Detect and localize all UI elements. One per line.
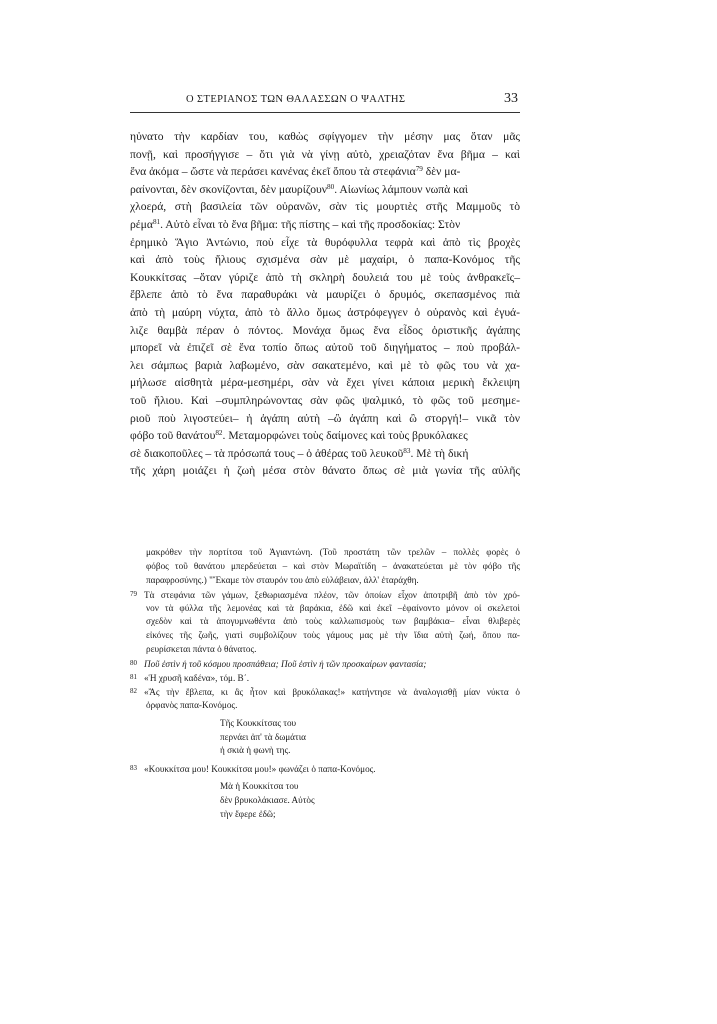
main-text — [130, 128, 520, 480]
page-header — [130, 92, 520, 113]
text-line: μήλωσε αἰσθητὰ μέρα-μεσημέρι, σὰν νὰ ἔχει γίνει κάποια μερικὴ ἔκλειψη — [130, 376, 520, 390]
text-line: ριοῦ ποὺ λιγοστεύει– ἡ ἀγάπη αὐτὴ –ὢ ἀγάπη καὶ ὢ στοργή!– νικᾶ τὸν — [130, 411, 520, 425]
text-line: τοῦ ἥλιου. Καὶ –συμπληρώνοντας σὰν φῶς ψαλμικό, τὸ φῶς τοῦ μεσημε- — [130, 393, 520, 407]
text-line: ἕνα ἀκόμα – ὥστε νὰ περάσει κανένας ἐκεῖ ὅπου τὰ στεφάνια$^{79}$ δὲν μα- — [130, 165, 461, 179]
text-line: ἀπὸ τὴ μαύρη νύχτα, ἀπὸ τὸ ἄλλο ὅμως ἀστρόφεγγεν ὁ οὐρανὸς καὶ ἐγυά- — [130, 305, 520, 319]
footnote-79: 79 Τὰ στεφάνια τῶν γάμων, ξεθωριασμένα πλέον, τῶν ὁποίων εἶχον ἀποτριβῆ ἀπὸ τὸν χρό- — [130, 589, 520, 600]
footnote-number: 83 — [130, 764, 137, 773]
text-line: Κουκκίτσας –ὅταν γύριζε ἀπὸ τὴ σκληρὴ δουλειά του μὲ τοὺς ἀνθρακεῖς– — [130, 270, 520, 284]
footnote-83: 83 «Κουκκίτσα μου! Κουκκίτσα μου!» φωνάζει ὁ παπα-Κονόμος. — [130, 764, 376, 775]
footnote-number: 82 — [130, 686, 137, 695]
footnote-ref: 81 — [152, 217, 161, 226]
footnote-line: σχεδὸν καὶ τὰ ἀπογυμνωθέντα ἀπὸ τοὺς καλλωπισμοὺς των βαμβάκια– εἶναι θλιβερὲς — [146, 616, 520, 627]
verse-line: Τῆς Κουκκίτσας του — [220, 717, 297, 728]
text-line: τῆς χάρη μοιάζει ἡ ζωὴ μέσα στὸν θάνατο ὅπως σὲ μιὰ γωνία τῆς αὐλῆς — [130, 464, 520, 478]
footnote-line: μακρόθεν τὴν πορτίτσα τοῦ Ἁγιαντώνη. (Τοῦ προστάτη τῶν τρελῶν – πολλὲς φορὲς ὁ — [146, 547, 520, 557]
text-line: ηὐνατο τὴν καρδίαν του, καθὼς σφίγγομεν τὴν μέσην μας ὅταν μᾶς — [130, 130, 520, 143]
footnote-ref: 80 — [327, 182, 335, 191]
text-line: λιζε θαμβὰ πέραν ὁ πόντος. Μονάχα ὅμως ἕνα εἶδος ὁριστικῆς ἀγάπης — [130, 323, 520, 337]
footnote-81: 81 «Ἡ χρυσῆ καδένα», τόμ. Β΄. — [130, 673, 250, 684]
verse-line: ἡ σκιὰ ἡ φωνὴ της. — [220, 745, 291, 756]
footnote-80: 80 Ποῦ ἐστὶν ἡ τοῦ κόσμου προσπάθεια; Ποῦ ἐστὶν ἡ τῶν προσκαίρων φαντασία; — [130, 659, 427, 670]
footnote-ref: 79 — [415, 165, 423, 174]
footnote-ref: 82 — [215, 429, 223, 438]
footnote-82: 82 «Ἂς τὴν ἔβλεπα, κι ἂς ἦτον καὶ βρυκόλακας!» κατήντησε νὰ ἀναλογισθῇ μίαν νύκτα ὁ — [130, 686, 520, 697]
text-line: πονῇ, καὶ προσήγγισε – ὅτι γιὰ νὰ γίνῃ αὐτὸ, χρειαζόταν ἕνα βῆμα – καὶ — [130, 147, 520, 161]
running-title: Ο ΣΤΕΡΙΑΝΟΣ ΤΩΝ ΘΑΛΑΣΣΩΝ Ο ΨΑΛΤΗΣ — [186, 94, 406, 105]
footnote-line: ρευρίσκεται πάντα ὁ θάνατος. — [146, 644, 257, 655]
footnote-ref: 83 — [403, 446, 411, 455]
footnote-number: 79 — [130, 589, 137, 598]
text-line: ἐρημικὸ Ἅγιο Ἀντώνιο, ποὺ εἶχε τὰ θυρόφυλλα τεφρὰ καὶ ἀπὸ τὶς βροχὲς — [130, 235, 520, 249]
text-line: καὶ ἀπὸ τοὺς ἥλιους σχισμένα σὰν μὲ μαχαίρι, ὁ παπα-Κονόμος τῆς — [130, 253, 520, 267]
text-line: φόβο τοῦ θανάτου$^{82}$. Μεταμορφώνει τοὺς δαίμονες καὶ τοὺς βρυκόλακες — [130, 429, 468, 443]
footnotes — [130, 546, 520, 822]
text-line: χλοερά, στὴ βασιλεία τῶν οὐρανῶν, σὰν τὶς μουρτιὲς στῆς Μαμμοῦς τὸ — [130, 200, 520, 214]
footnote-line: εἰκόνες τῆς ζωῆς, γιατὶ συμβολίζουν τοὺς γάμους μας μὲ τὴν ἴδια αὐτὴ ζωή, ὅπου πα- — [146, 630, 520, 641]
footnote-line: φόβος τοῦ θανάτου μπερδεύεται – καὶ στὸν Μωραϊτίδη – ἀνακατεύεται μὲ τὸν φόβο τῆς — [146, 560, 520, 571]
verse-line: Μὰ ἡ Κουκκίτσα του — [220, 781, 299, 792]
text-line: ἔβλεπε ἀπὸ τὸ ἕνα παραθυράκι νὰ μαυρίζει ὁ δρυμός, σκεπασμένος πιὰ — [130, 288, 520, 302]
footnote-number: 80 — [130, 659, 137, 668]
page-number: 33 — [504, 91, 518, 106]
footnote-line: παραφροσύνης.) "Ἔκαμε τὸν σταυρόν του ἀπὸ εὐλάβειαν, ἀλλ' ἐταράχθη. — [146, 574, 419, 585]
text-line: ρέμα$^{81}$. Αὐτὸ εἶναι τὸ ἕνα βῆμα: τῆς πίστης – καὶ τῆς προσδοκίας: Στὸν — [130, 217, 461, 231]
verse-line: δὲν βρυκολάκιασε. Αὐτὸς — [220, 795, 315, 806]
text-line: σὲ διακοποῦλες – τὰ πρόσωπά τους – ὁ ἀθέρας τοῦ λευκοῦ$^{83}$. Μὲ τὴ δική — [130, 446, 469, 460]
text-line: λει σάμπως βαριὰ λαβωμένο, σὰν σακατεμένο, καὶ μὲ τὸ φῶς του νὰ χα- — [130, 358, 520, 372]
verse-line: τὴν ἔφερε ἐδῶ; — [220, 809, 276, 820]
text-line: μπορεῖ νὰ ἐπιζεῖ σὲ ἕνα τοπίο ὅπως αὐτοῦ τοῦ διηγήματος – ποὺ προβάλ- — [130, 341, 520, 355]
footnote-line: ὀρφανὸς παπα-Κονόμος. — [146, 699, 238, 710]
footnote-line: νον τὰ φύλλα τῆς λεμονέας καὶ τὰ βαράκια, ἐδῶ καὶ ἐκεῖ –ἐφαίνοντο μόνον οἱ σκελετοὶ — [146, 602, 520, 613]
verse-line: περνάει ἀπ' τὰ δωμάτια — [220, 731, 306, 742]
footnote-number: 81 — [130, 673, 137, 682]
text-line: ραίνονται, δὲν σκονίζονται, δὲν μαυρίζουν$^{80}$. Αἰωνίως λάμπουν νωπὰ καὶ — [130, 182, 469, 196]
